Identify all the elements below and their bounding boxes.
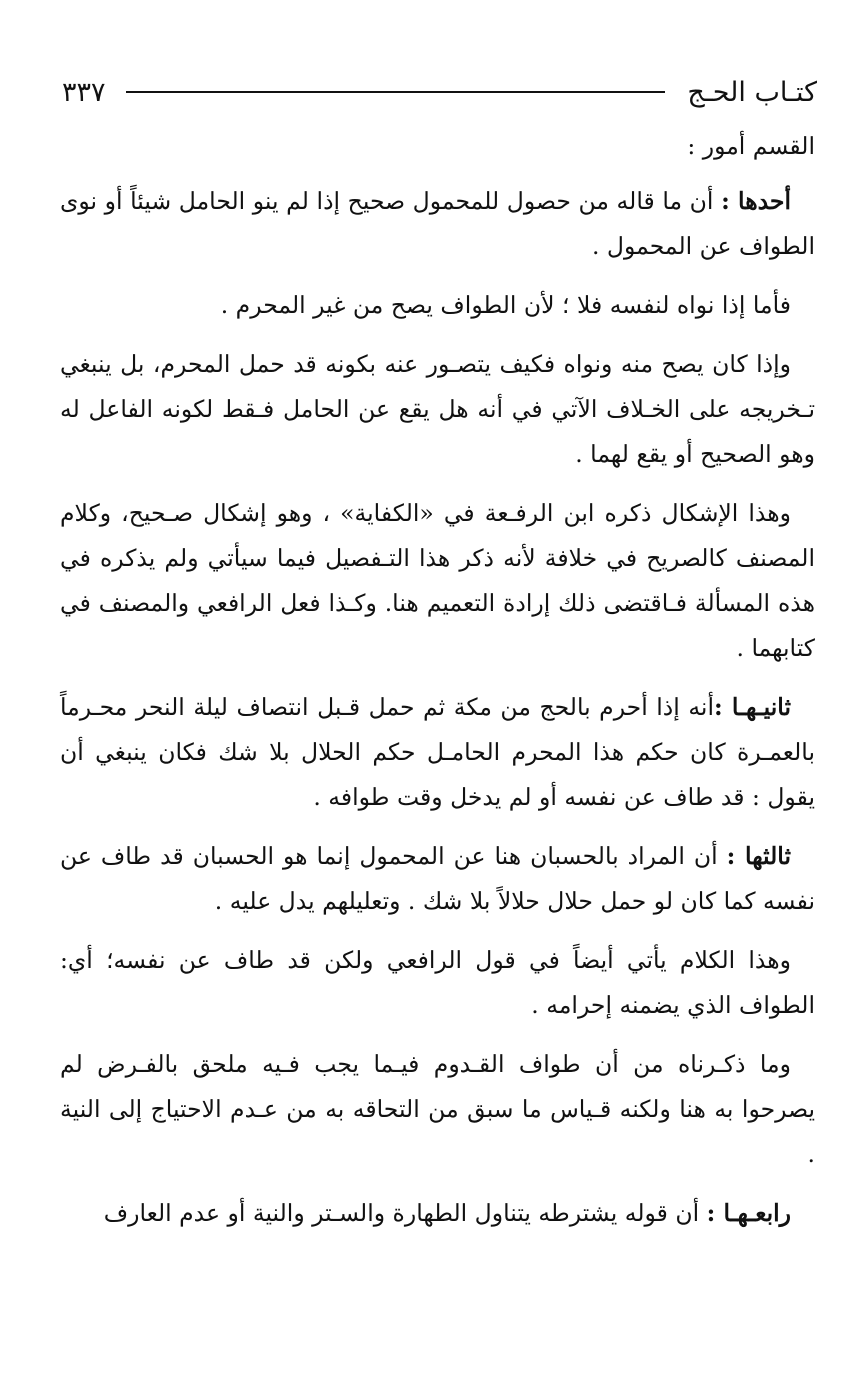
paragraph-lead: أحدها : xyxy=(721,187,791,215)
paragraph xyxy=(60,685,815,820)
paragraph xyxy=(60,491,815,671)
paragraph-text: أنه إذا أحرم بالحج من مكة ثم حمل قـبل انتصاف ليلة النحر محـرماً بالعمـرة كان حكم هذا المحرم الحامـل حكم الحلال بلا شك فكان ينبغي أن يقول : قد طاف عن نفسه أو لم يدخل وقت طوافه . xyxy=(60,693,815,811)
paragraph xyxy=(60,938,815,1028)
paragraph-lead: ثانيـهـا : xyxy=(713,693,791,721)
paragraph xyxy=(60,342,815,477)
paragraph xyxy=(60,179,815,269)
paragraph xyxy=(60,834,815,924)
page-body xyxy=(60,124,815,1246)
paragraph xyxy=(60,124,815,169)
paragraph xyxy=(60,1042,815,1177)
paragraph-text: فأما إذا نواه لنفسه فلا ؛ لأن الطواف يصح من غير المحرم . xyxy=(220,291,791,319)
page-number: ٣٣٧ xyxy=(62,76,106,108)
paragraph-text: أن قوله يشترطه يتناول الطهارة والسـتر والنية أو عدم العارف xyxy=(103,1199,707,1227)
paragraph-text: وهذا الإشكال ذكره ابن الرفـعة في «الكفاية» ، وهو إشكال صـحيح، وكلام المصنف كالصريح في خلافة لأنه ذكر هذا التـفصيل فيما سيأتي ولم يذكره في هذه المسألة فـاقتضى ذلك إرادة التعميم هنا. وكـذا فعل الرافعي والمصنف في كتابهما . xyxy=(60,499,815,662)
paragraph-text: أن المراد بالحسبان هنا عن المحمول إنما هو الحسبان قد طاف عن نفسه كما كان لو حمل حلال حلالاً بلا شك . وتعليلهم يدل عليه . xyxy=(60,842,815,915)
paragraph-text: وما ذكـرناه من أن طواف القـدوم فيـما يجب فـيه ملحق بالفـرض لم يصرحوا به هنا ولكنه قـياس ما سبق من التحاقه به من عـدم الاحتياج إلى النية . xyxy=(60,1050,815,1168)
paragraph-lead: رابعـهـا : xyxy=(706,1199,791,1227)
paragraph xyxy=(60,1191,815,1236)
paragraph-text: القسم أمور : xyxy=(687,132,815,160)
paragraph-text: وهذا الكلام يأتي أيضاً في قول الرافعي ولكن قد طاف عن نفسه؛ أي: الطواف الذي يضمنه إحرامه . xyxy=(60,946,815,1019)
running-header xyxy=(62,72,817,112)
chapter-title: كتـاب الحـج xyxy=(687,76,817,108)
paragraph-lead: ثالثها : xyxy=(726,842,791,870)
paragraph-text: وإذا كان يصح منه ونواه فكيف يتصـور عنه بكونه قد حمل المحرم، بل ينبغي تـخريجه على الخـلاف الآتي في أنه هل يقع عن الحامل فـقط لكونه الفاعل له وهو الصحيح أو يقع لهما . xyxy=(60,350,815,468)
header-rule xyxy=(126,91,666,93)
paragraph-text: أن ما قاله من حصول للمحمول صحيح إذا لم ينو الحامل شيئاً أو نوى الطواف عن المحمول . xyxy=(60,187,815,260)
paragraph xyxy=(60,283,815,328)
